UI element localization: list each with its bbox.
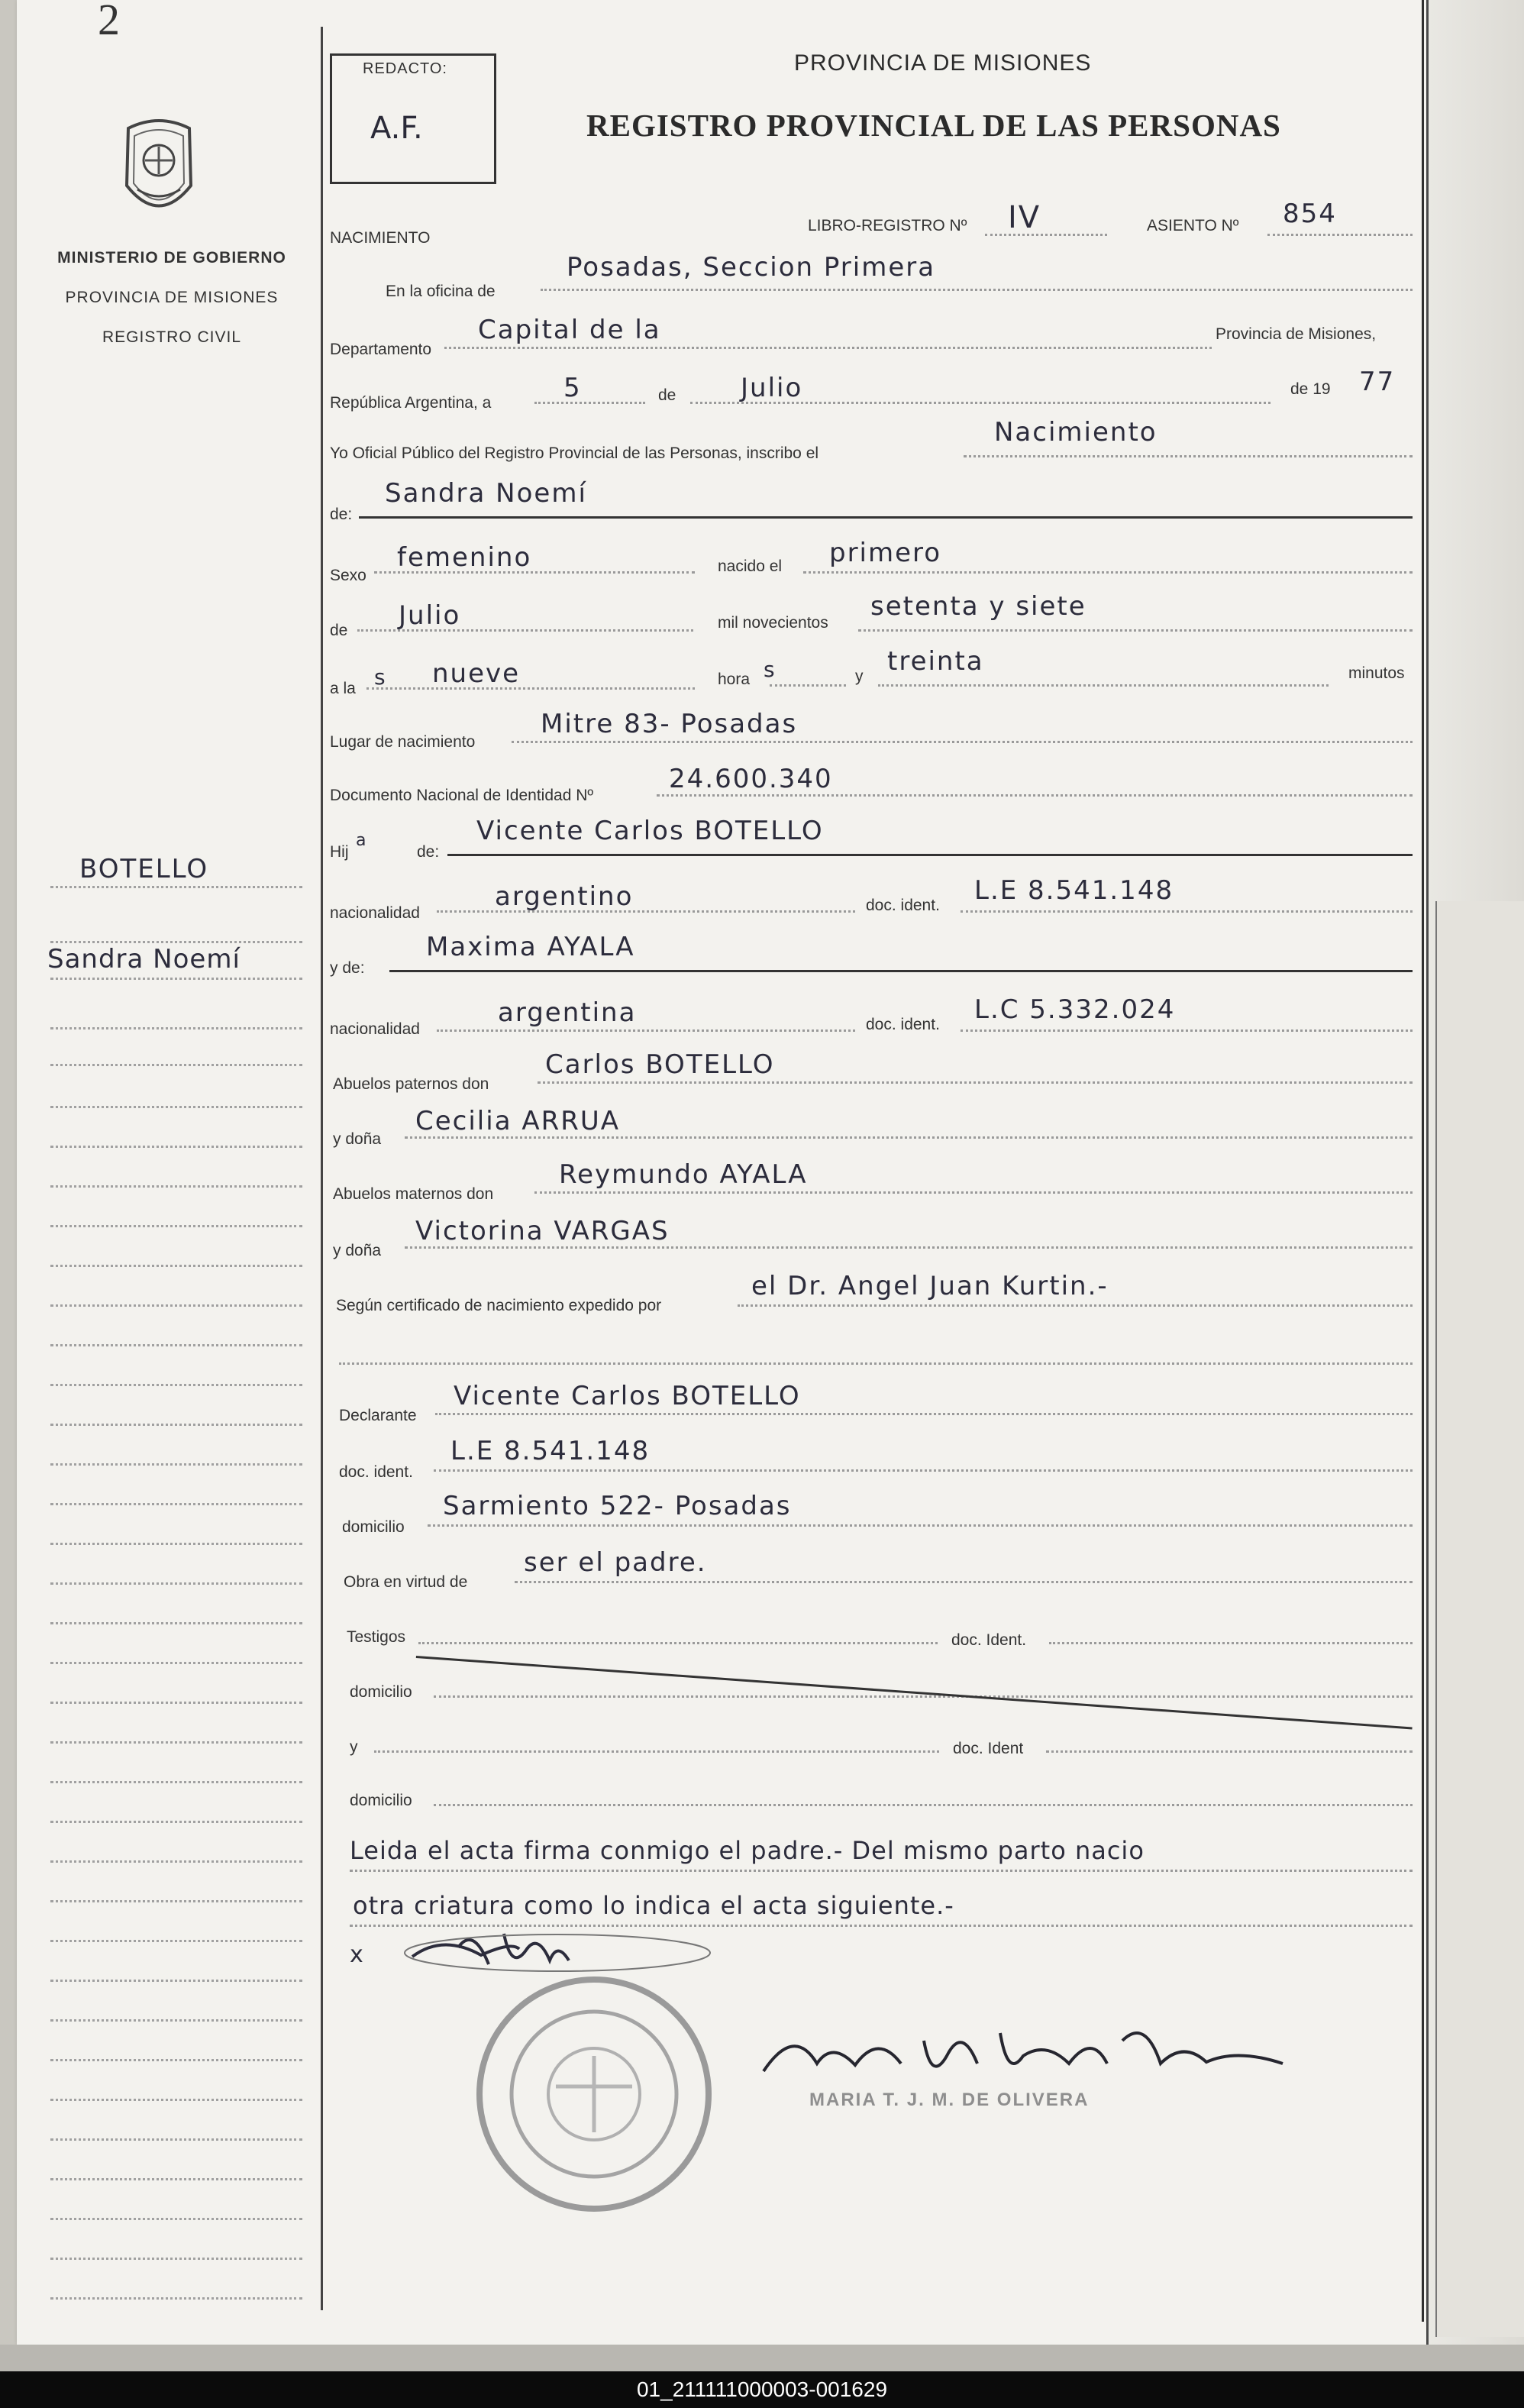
y2-label: y [350,1738,358,1756]
departamento-value: Capital de la [478,315,661,345]
oficina-value: Posadas, Seccion Primera [567,252,936,283]
segun-label: Según certificado de nacimiento expedido por [336,1297,662,1314]
closing-line-2: otra criatura como lo indica el acta siguiente.- [353,1891,954,1920]
nac1-value: argentino [495,881,634,912]
mil-label: mil novecientos [718,614,828,632]
provincia-suffix: Provincia de Misiones, [1216,325,1377,343]
declarante-value: Vicente Carlos BOTELLO [454,1381,801,1411]
ab-pat-label: Abuelos paternos don [333,1075,489,1093]
segun-value: el Dr. Angel Juan Kurtin.- [751,1271,1109,1301]
ydona1-label: y doña [333,1130,382,1148]
ab-mat-dona: Victorina VARGAS [415,1216,670,1246]
hija-label: Hij [330,843,349,861]
declarante-label: Declarante [339,1407,417,1424]
registry-label: REGISTRO CIVIL [102,328,242,346]
nac2-label: nacionalidad [330,1020,420,1038]
month2-value: Julio [399,600,461,631]
x-mark: x [350,1941,365,1968]
doc2-value: L.C 5.332.024 [974,994,1176,1025]
official-signature [748,2010,1298,2094]
asiento-value: 854 [1283,199,1337,229]
libro-label: LIBRO-REGISTRO Nº [808,217,967,234]
day-value: 5 [563,373,582,403]
year-words: setenta y siete [870,591,1086,622]
month-value: Julio [741,373,803,403]
hour-value: nueve [432,658,521,689]
asiento-label: ASIENTO Nº [1147,217,1239,234]
doc2-label: doc. ident. [866,1016,940,1033]
docid-value: L.E 8.541.148 [450,1436,651,1466]
redacto-label: REDACTO: [363,60,447,77]
docid-label: doc. ident. [339,1463,413,1481]
yde-label: y de: [330,959,365,977]
horas-s: s [764,657,777,682]
republica-label: República Argentina, a [330,394,492,412]
scan-margin [0,2345,1524,2371]
official-round-stamp [464,1957,724,2232]
testigos-label: Testigos [347,1628,406,1646]
province-label: PROVINCIA DE MISIONES [65,289,279,306]
ab-pat-dona: Cecilia ARRUA [415,1106,620,1136]
domicilio3-label: domicilio [350,1792,412,1809]
minutos-label: minutos [1348,664,1405,682]
margin-given-names: Sandra Noemí [47,944,241,975]
registry-title: REGISTRO PROVINCIAL DE LAS PERSONAS [586,108,1281,143]
dni-label: Documento Nacional de Identidad Nº [330,787,594,804]
lugar-label: Lugar de nacimiento [330,733,476,751]
official-name-stamp: MARIA T. J. M. DE OLIVERA [809,2090,1090,2110]
year-value: 77 [1359,367,1396,397]
closing-line-1: Leida el acta firma conmigo el padre.- Del mismo parto nacio [350,1836,1145,1865]
page-edge-inner [1435,901,1524,2337]
ab-mat-value: Reymundo AYALA [559,1159,808,1190]
de3-label: de [330,622,348,639]
alas-label: a la [330,680,356,697]
right-border [1422,0,1424,2322]
alas-s: s [374,664,387,690]
corner-number: 2 [98,0,120,44]
libro-value: IV [1008,200,1041,235]
redacto-value: A.F. [370,111,423,146]
oficial-label: Yo Oficial Público del Registro Provincial de las Personas, inscribo el [330,444,819,462]
dni-value: 24.600.340 [669,764,833,794]
mother-name: Maxima AYALA [426,932,635,962]
de-label: de [658,386,676,404]
ab-mat-label: Abuelos maternos don [333,1185,494,1203]
obra-label: Obra en virtud de [344,1573,468,1591]
ab-pat-value: Carlos BOTELLO [545,1049,775,1080]
margin-surname: BOTELLO [79,854,209,884]
ministry-label: MINISTERIO DE GOBIERNO [57,249,286,267]
nacido-label: nacido el [718,558,783,575]
hija-de: de: [417,843,440,861]
oficial-value: Nacimiento [994,417,1158,448]
province-seal-icon [121,113,197,226]
nacimiento-label: NACIMIENTO [330,229,431,247]
father-name: Vicente Carlos BOTELLO [476,816,824,846]
ydona2-label: y doña [333,1242,382,1259]
nacido-value: primero [829,538,942,568]
doc1-value: L.E 8.541.148 [974,875,1174,906]
doc1-label: doc. ident. [866,897,940,914]
sexo-label: Sexo [330,567,366,584]
nac2-value: argentina [498,997,637,1028]
obra-value: ser el padre. [524,1547,707,1578]
y-label: y [855,667,864,685]
file-id-bar: 01_211111000003-001629 [0,2371,1524,2408]
oficina-label: En la oficina de [386,283,496,300]
year-label: de 19 [1290,380,1331,398]
horas-label: hora [718,671,751,688]
province-heading: PROVINCIA DE MISIONES [794,50,1092,76]
domicilio-label: domicilio [342,1518,405,1536]
domicilio2-label: domicilio [350,1683,412,1701]
sexo-value: femenino [397,542,532,573]
registered-name: Sandra Noemí [385,478,587,509]
column-divider [321,27,323,2310]
redacto-box [330,53,496,184]
lugar-value: Mitre 83- Posadas [541,709,798,739]
minutes-value: treinta [887,646,984,677]
nac1-label: nacionalidad [330,904,420,922]
domicilio-value: Sarmiento 522- Posadas [443,1491,792,1521]
de2-label: de: [330,506,353,523]
doc-ident2-label: doc. Ident [953,1740,1024,1757]
departamento-label: Departamento [330,341,432,358]
doc-ident-label: doc. Ident. [951,1631,1027,1649]
hija-a: a [356,831,368,850]
